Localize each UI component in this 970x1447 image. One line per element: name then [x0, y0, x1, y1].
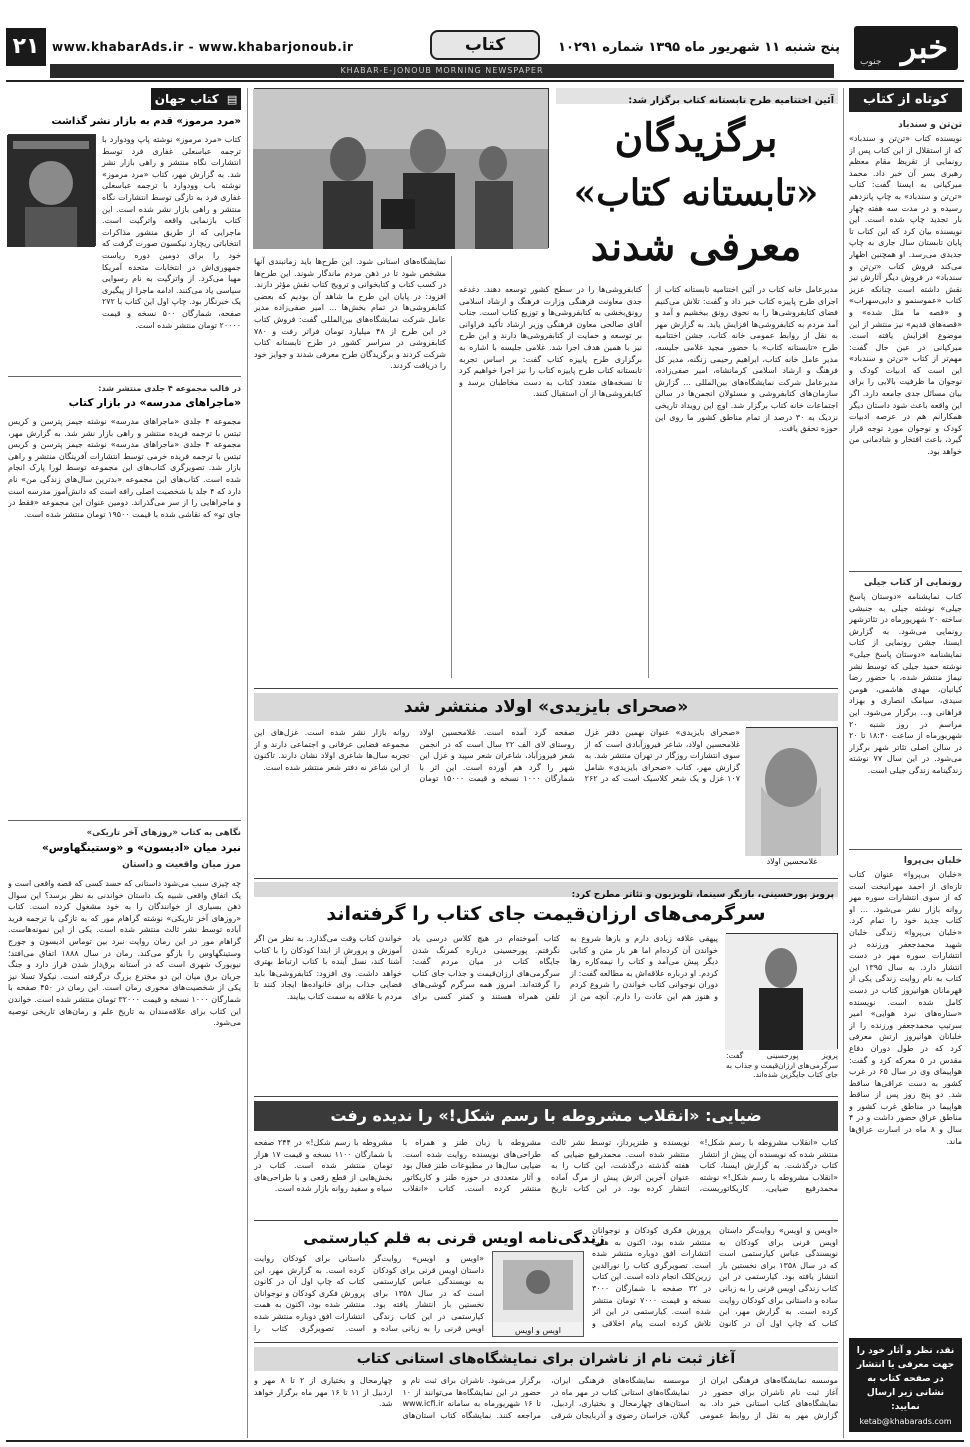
bottom-rule	[6, 1440, 964, 1442]
zeyai-body: کتاب «انقلاب مشروطه با رسم شکل!» منتشر شده که نویسنده آن پیش از انتشار کتاب درگذشت. به گزارش ایسنا، کتاب «انقلاب مشروطه با رسم شکل!» نوشته محمدرفیع ضیایی، کاریکاتوریست، نویسنده و طنزپرداز، توسط نشر ثالث منتشر شده است. محمدرفیع ضیایی که هفته گذشته درگذشت، این کتاب را به عنوان آخرین اثرش پیش از مرگ آماده انتشار کرده بود. در این کتاب تاریخ مشروطه با زبان طنز و همراه با طراحی‌های نویسنده روایت شده است. ضیایی سال‌ها در مطبوعات طنز فعال بود و آثار متعددی در حوزه طنز و کاریکاتور منتشر کرده است. کتاب «انقلاب مشروطه با رسم شکل!» در ۲۴۴ صفحه با شمارگان ۱۱۰۰ نسخه و قیمت ۱۷ هزار تومان منتشر شده است. کتاب در بخش‌هایی از قطع رقعی و با طراحی‌های سیاه و سفید روانه بازار شده است.	[254, 1138, 838, 1194]
logo-subtext: جنوب	[860, 57, 882, 67]
book-cover-caption: اویس و اویس	[515, 1326, 561, 1335]
sabtenam-body: موسسه نمایشگاه‌های فرهنگی ایران از آغاز ثبت نام ناشران برای حضور در نمایشگاه‌های کتاب استانی خبر داد. به گزارش مهر به نقل از روابط عمومی موسسه نمایشگاه‌های فرهنگی ایران، نمایشگاه‌های استانی کتاب در مهر ماه در استان‌های چهارمحال و بختیاری، اردبیل، گیلان، خراسان رضوی و آذربایجان شرقی برگزار می‌شود. ناشران برای ثبت نام و حضور در این نمایشگاه‌ها می‌توانند از ۱۰ تا ۱۶ شهریورماه به سامانه www.icfi.ir مراجعه کنند. نمایشگاه کتاب استان‌های چهارمحال و بختیاری از ۲ تا ۸ مهر و اردبیل از ۱۱ تا ۱۶ مهر ماه برگزار خواهد شد.	[254, 1376, 838, 1420]
lead-body-right: مدیرعامل خانه کتاب در آئین اختتامیه تابستانه کتاب از اجرای طرح پاییزه کتاب خبر داد و گفت: تلاش می‌کنیم فضای کتابفروشی‌ها را به نحوی رونق ببخشیم و آمد و آمد مردم به کتابفروشی‌ها افزایش یابد. به گزارش مهر به نقل از روابط عمومی خانه کتاب، جشن اختتامیه طرح «تابستانه کتاب» با حضور مجید غلامی جلیسه، مدیر عامل خانه کتاب، ابراهیم رحیمی زنگنه، مدیر کل فرهنگ و ارشاد اسلامی کرمانشاه، امیر صفی‌زاده، مدیرعامل شرکت نمایشگاه‌های بین‌المللی ... گزارش سازمان‌های کتابفروشی و مسئولان انجمن‌ها در سالن اجتماعات خانه کتاب برگزار شد. اوچ این رویداد تاریخی نزدیک به ۳۰ درصد از تمام مناطق کشور ما روی این حوزه تحقق یافت.	[655, 285, 838, 434]
sargarmi-title: سرگرمی‌های ارزان‌قیمت جای کتاب را گرفته‌اند	[326, 903, 766, 925]
promo-email[interactable]: ketab@khabarads.com	[859, 1417, 952, 1426]
sabtenam-title-bar	[254, 1347, 838, 1371]
zeyai-title: ضیایی: «انقلاب مشروطه با رسم شکل!» را ندیده رفت	[330, 1106, 762, 1125]
pourhosseini-caption: پرویز پورحسینی گفت: سرگرمی‌های ارزان‌قیمت و جذاب به جای کتاب جایگزین شده‌اند.	[726, 1051, 838, 1079]
oveis-book-cover	[492, 1251, 584, 1337]
column-rule	[843, 88, 844, 1438]
jahan-body2: مجموعه ۴ جلدی «ماجراهای مدرسه» نوشته جیمز پترسن و کریس تبتس با ترجمه فریده منتشر و راهی بازار نشر شد. به گزارش مهر، مجموعه ۴ جلدی «ماجراهای مدرسه» نوشته جیمز پترسن و کریس تبتس با ترجمه فریده خرمی توسط انتشارات آفرینگان منتشر و راهی بازار شد. تصویرگری کتاب‌های این مجموعه توسط لورا پارک انجام شده است. کتاب‌های این مجموعه «بدترین سال‌های زندگی من» نام دارد که ۴ جلد با شخصیت اصلی رافه است که دانش‌آموز مدرسه است و ماجراهایی را از سر می‌گذراند. دومین عنوان این مجموعه «فقط در جای تو» که نقاشی شده با قیمت ۱۹۵۰۰ تومان منتشر شده است.	[8, 417, 241, 519]
lead-headline-line-2: «تابستانه کتاب»	[573, 172, 819, 214]
oveis-story	[254, 1220, 838, 1338]
jahan-heading2: «ماجراهای مدرسه» در بازار کتاب	[68, 397, 241, 409]
sahra-title-bar	[254, 693, 838, 721]
poet-image	[745, 728, 837, 856]
short-news-column	[849, 88, 962, 1438]
jahan-divider	[8, 820, 241, 821]
newspaper-logo	[854, 26, 958, 70]
lead-column-rule	[451, 256, 452, 678]
short-divider	[849, 849, 962, 850]
zeyai-title-bar	[254, 1101, 838, 1131]
sargarmi-kicker: پرویز پورحسینی، بازیگر سینما، تلویزیون و تئاتر مطرح کرد:	[571, 890, 834, 900]
zeyai-story	[254, 1096, 838, 1216]
lead-kicker	[556, 88, 838, 104]
submission-promo	[849, 1338, 962, 1432]
oveis-title: زندگی‌نامه اویس قرنی به قلم کیارستمی	[303, 1229, 605, 1247]
lead-body-middle: کتابفروشی‌ها را در سطح کشور توسعه دهند. دغدغه جدی معاونت فرهنگی وزارت فرهنگ و ارشاد اسلامی رونق‌بخشی به کتابفروشی‌ها و توزیع کتاب است. جناب آقای صالحی معاون فرهنگی وزیر ارشاد تأکید فراوانی بر توسعه و حمایت از کتابفروشی‌ها دارند و این طرح نیز با همین هدف اجرا شد. غلامی جلیسه با اشاره به برگزاری طرح پاییزه کتاب گفت: بر اساس تجربه تابستانه کتاب طرح پاییزه کتاب را نیز اجرا خواهیم کرد تا نسخه‌های متعدد کتاب به دست مخاطبان برسد و کتابفروشی‌ها از آن استقبال کنند.	[459, 285, 642, 399]
short-news-title: کوتاه از کتاب	[849, 88, 962, 112]
logo-text: خبر	[900, 28, 948, 66]
short-item-heading-2: رونمایی از کتاب جیلی	[864, 578, 962, 588]
olad-photo-caption: غلامحسین اولاد	[766, 857, 818, 866]
sargarmi-body: پیهقی علاقه زیادی دارم و بارها شروع به خواندن آن کرده‌ام اما هر بار متن و کتابی دیگر پیش می‌آمد و کتاب را نیمه‌کاره رها کردم. او درباره علاقه‌اش به مطالعه گفت: از دوران نوجوانی کتاب خواندن را شروع کردم و هنوز هم این عادت را دارم. آنچه من از کتاب آموخته‌ام در هیچ کلاس درسی یاد نگرفتم. پورحسینی درباره کمرنگ شدن جایگاه کتاب در میان مردم گفت: سرگرمی‌های ارزان‌قیمت و جذاب جای کتاب را گرفته‌اند. امروز همه سرگرم گوشی‌های تلفن همراه هستند و کمتر کسی برای خواندن کتاب وقت می‌گذارد. به نظر من اگر آموزش و پرورش از ابتدا کودکان را با کتاب آشنا کند، نسل آینده با کتاب ارتباط بهتری خواهد داشت. وی افزود: کتابفروشی‌ها باید فضایی جذاب برای خانواده‌ها ایجاد کنند تا مردم با علاقه به سمت کتاب بیایند.	[254, 934, 718, 1001]
sargarmi-story	[254, 878, 838, 1092]
jahan-heading3-kicker: نگاهی به کتاب «روزهای آخر تاریکی»	[86, 828, 241, 838]
sahra-story	[254, 688, 838, 874]
short-divider	[849, 571, 962, 572]
oveis-body-left: «اویس و اویس» روایت‌گر داستان اویس قرنی برای کودکان به نویسندگی عباس کیارستمی است که در سال ۱۳۵۸ برای نخستین بار انتشار یافته بود. کیارستمی در این کتاب زندگی اویس قرنی را به زبانی ساده و داستانی برای کودکان روایت کرده است. به گزارش مهر، این کتاب که چاپ اول آن در کانون پرورش فکری کودکان و نوجوانان منتشر شده بود، اکنون به همت انتشارات افق دوباره منتشر شده است. تصویرگری کتاب را	[254, 1254, 484, 1333]
jahan-heading3-sub: مرز میان واقعیت و داستان	[122, 860, 241, 870]
jahan-body: کتاب «مرد مرموز» نوشته پاپ وودوارد با ترجمه عباسعلی غفاری فرد توسط انتشارات نگاه منتشر و راهی بازار نشر شد. به گزارش مهر، کتاب «مرد مرموز» نوشته باب وودوارد با ترجمه عباسعلی غفاری فرد به تازگی توسط انتشارات نگاه منتشر و راهی بازار نشر شده است. این کتاب بازنمایی واقعه واترگیت است. ماجرایی که از طریق منشور مذاکرات انتخاباتی ریچارد نیکسون صورت گرفت که خود را برای دومین دوره ریاست جمهوری‌اش در انتخابات متحده آمریکا مهیا می‌کرد. از واترگیت به نام رسوایی سیاسی یاد می‌کنند. ادامه ماجرا از پیگیری یک خبرنگار بود. چاپ اول این کتاب با ۲۷۲ صفحه، شمارگان ۵۰۰ نسخه و قیمت ۲۰۰۰۰ تومان منتشر شده است.	[102, 135, 241, 330]
actor-image	[725, 934, 837, 1050]
world-books-title: کتاب جهان	[154, 92, 219, 106]
short-item-heading-1: تن‌تن و سندباد	[898, 120, 962, 130]
jahan-heading2-kicker: در قالب مجموعه ۴ جلدی منتشر شد:	[98, 384, 241, 393]
page-number-value: ۲۱	[12, 34, 40, 59]
masthead	[0, 0, 970, 82]
ceremony-photo	[254, 88, 549, 248]
book-cover-image	[493, 1252, 583, 1322]
short-item-body-3: «خلبان بی‌پروا» عنوان کتاب تازه‌ای از احمد مهرانبخت است که از سوی انتشارات سوره مهر روانه بازار نشر می‌شود. ... او کتاب جدید خود را تمام کرد. «خلبان بی‌پروا» زندگی خلبان شهید محمدجعفر ورزنده در انتشارات سوره مهر در دست انتشار دارد. به سال ۱۳۹۵ این کتاب به نام روایت زندگی یکی از قهرمانان هوانیروز کتاب در دست کامل شده است. نویسنده «ستاره‌های نبرد هوایی» امیر سرتیپ محمدجعفر ورزنده را از خلبانان هوانیروز ارتش معرفی کرد که در طول دوران دفاع مقدس در ۵ معرکه کرد و گفت: هواپیمای وی در سال ۶۵ در غرب کشور به دست عراقی‌ها ساقط شد. دو پنج روز پس از ساقط هواپیما در مناطق غرب کشور و مناطق عراق حضور داشت و در ۴ سال و ۸ ماه در اسارت عراق‌ها ماند.	[849, 870, 962, 1146]
section-badge	[430, 30, 540, 60]
world-books-column	[8, 88, 241, 1438]
dateline: پنج شنبه ۱۱ شهریور ماه ۱۳۹۵ شماره ۱۰۲۹۱	[558, 40, 840, 55]
strip-text: KHABAR-E-JONOUB MORNING NEWSPAPER	[340, 66, 544, 75]
lead-body-left: نمایشگاه‌های استانی شود. این طرح‌ها باید زمانبندی آنها مشخص شود تا در ذهن مردم ماندگار شوند. این طرح‌ها در کسب کتاب و کتابخوانی و ترویج کتاب نقش مؤثر دارند. افزود: در پایان این طرح ما شاهد آن بودیم که بعضی کتابفروشی‌ها در تمام بخش‌ها ... امیر صفی‌زاده مدیر عامل شرکت نمایشگاه‌های بین‌المللی گفت: فروش کتاب در این طرح از ۴۸ میلیارد تومان فراتر رفت و ۷۸۰ کتابفروشی در سراسر کشور در طرح تابستانه کتاب شرکت کردند و برگزیدگان طرح معرفی شدند و جوایز خود را دریافت کردند.	[254, 257, 446, 371]
sabtenam-title: آغاز ثبت نام از ناشران برای نمایشگاه‌های استانی کتاب	[356, 1351, 736, 1367]
lead-column-rule	[648, 284, 649, 678]
lead-headline	[554, 110, 838, 274]
lead-kicker-text: آئین اختتامیه طرح تابستانه کتاب برگزار شد:	[628, 95, 834, 106]
lead-headline-line-1: برگزیدگان	[614, 115, 778, 161]
masthead-rule	[6, 80, 964, 82]
promo-text: نقد، نظر و آثار خود را جهت معرفی یا انتشار در صفحه کتاب به نشانی زیر ارسال نمایید:	[856, 1346, 955, 1412]
sargarmi-kicker-bar	[254, 882, 838, 900]
ceremony-image	[253, 89, 548, 249]
short-item-body-1: نویسنده کتاب «تن‌تن و سندباد» که از استقلال از این کتاب پس از رونمایی از تقریظ مقام معظم رهبری بسر آن خبر داد. محمد میرکیانی به ایسنا گفت: کتاب «تن‌تن و سندباد» به چاپ پانزدهم رسیده و در مدت سه هفته چهار بار تجدید چاپ شده است. این نویسنده بیان کرد که این کتاب تا پایان تابستان سال جاری به چاپ جدیدی می‌رسد. او همچنین اظهار می‌کند فروش کتاب «تن‌تن و سندباد» در فروش دیگر آثارش نیز نقش داشته است چنانکه عزیز کتاب «عموسنمو و دایی‌سهراب» و «قصه ما مثل شده» و «قصه‌های قدیم» نیز منتشر از این موضوع افزایش یافته است. میرکیانی در عین حال گفت: مهم‌تر از کتاب «تن‌تن و سندباد» این است که ادبیات کودک و نوجوان ما ظرفیت بالایی را برای بیان مسائل جدی جامعه دارد. اگر این واقعه باعث شود داستان دیگر همکارانم هم در عرصه ادبیات کودک و نوجوان مورد توجه قرار گیرد، باعث افتخار و شادمانی من خواهد بود.	[849, 134, 962, 457]
jahan-heading3: نبرد میان «ادیسون» و «وستینگهاوس»	[42, 842, 241, 854]
oveis-body-right: «اویس و اویس» روایت‌گر داستان اویس قرنی برای کودکان به نویسندگی عباس کیارستمی است که در سال ۱۳۵۸ برای نخستین بار انتشار یافته بود. کیارستمی در این کتاب زندگی اویس قرنی را به زبانی ساده و داستانی برای کودکان روایت کرده است. به گزارش مهر، این کتاب که چاپ اول آن در کانون پرورش فکری کودکان و نوجوانان منتشر شده بود، اکنون به همت انتشارات افق دوباره منتشر شده است. تصویرگری کتاب را نورالدین زرین‌کلک انجام داده است. این کتاب در ۳۲ صفحه با شمارگان ۳۰۰۰ نسخه و قیمت ۷۰۰۰ تومان منتشر شده است. کیارستمی در این اثر تلاش کرده است پیام اخلاقی و	[592, 1226, 838, 1328]
lead-headline-line-3: معرفی شدند	[590, 224, 802, 270]
column-rule	[247, 88, 248, 1438]
sahra-body: «صحرای بایزیدی» عنوان نهمین دفتر غزل غلامحسین اولاد، شاعر فیروزآبادی است که از سوی انتشارات روزگار در تهران منتشر شد. به گزارش مهر، کتاب «صحرای بایزیدی» شامل ۱۰۷ غزل و یک شعر کلاسیک است که در ۲۶۲ صفحه گرد آمده است. غلامحسین اولاد روستای لای الف ۲۲ سال است که در انجمن شعر فیروزآباد، شاعران شعر سپید و غزل این شهر را گرد هم آورده است. این اثر با شمارگان ۱۰۰۰ نسخه و قیمت ۱۵۰۰۰ تومان روانه بازار نشر شده است. غزل‌های این مجموعه فضایی عرفانی و اجتماعی دارند و از تجربه سال‌ها شاعری اولاد نشان دارند. تاکنون از این شاعر نه دفتر شعر منتشر شده است.	[254, 728, 740, 784]
sabtenam-story	[254, 1342, 838, 1438]
page-number	[6, 28, 46, 66]
book-icon: ▤	[226, 93, 238, 106]
lead-story	[254, 88, 838, 683]
website-links[interactable]: www.khabarAds.ir - www.khabarjonoub.ir	[52, 40, 354, 54]
jahan-divider	[8, 376, 241, 377]
masthead-strip	[50, 64, 834, 78]
jahan-body3: چه چیزی سبب می‌شود داستانی که حسد کسی که قصه واقعی است و یک اتفاق واقعی شبیه یک داستان خواندنی به نظر برسد؟ این سوال ذهن بسیاری از خوانندگان را به خود مشغول کرده است. کتاب «روزهای آخر تاریکی» نوشته گراهام مور که به تازگی با ترجمه فرید آباده توسط نشر ثالث منتشر شده است. یکی از این نمونه‌هاست. گراهام مور در این رمان روایت نبرد بین توماس ادیسون و جورج وستینگهاوس را بازگو می‌کند. رمان در سال ۱۸۸۸ اتفاق می‌افتد؛ نیویورک شهری است که در آستانه برق‌دار شدن قرار دارد و جنگ جریان برق میان این دو مخترع بزرگ درگرفته است. نیکولا تسلا نیز یکی از شخصیت‌های محوری رمان است. این رمان در ۴۵۰ صفحه با شمارگان ۱۰۰۰ نسخه و قیمت ۳۲۰۰۰ تومان منتشر شده است. خواندن این کتاب برای علاقه‌مندان به تاریخ علم و رمان‌های تاریخی توصیه می‌شود.	[8, 879, 241, 1028]
short-item-body-2: کتاب نمایشنامه «دوستان پاسخ جیلی» نوشته جیلی به جنبشی ساخته ۲۰ شهریورماه در تئاترشهر رونمایی می‌شود. به گزارش ایسنا، جشن رونمایی از کتاب نمایشنامه «دوستان پاسخ جیلی» نوشته حمید جیلی که توسط نشر نیماژ منتشر شده، با حضور رضا کیانیان، مهدی هاشمی، هومن سیدی، سیامک انصاری و بهزاد فراهانی و... برگزار می‌شود. این مراسم در روز شنبه ۲۰ شهریورماه از ساعت ۱۸:۳۰ تا ۲۰ در سالن اصلی تئاتر شهر برگزار می‌شود. در این سال ۷۷ نوشته زندگینامه زندگی جیلی است.	[849, 592, 962, 775]
jahan-heading: «مرد مرموز» قدم به بازار نشر گذاشت	[51, 116, 241, 127]
pourhosseini-portrait	[726, 933, 838, 1049]
short-item-heading-3: خلبان بی‌پروا	[903, 856, 962, 866]
world-books-title-bar	[151, 88, 241, 110]
section-title: کتاب	[464, 35, 506, 55]
sahra-title: «صحرای بایزیدی» اولاد منتشر شد	[403, 697, 689, 717]
olad-portrait	[746, 727, 838, 855]
